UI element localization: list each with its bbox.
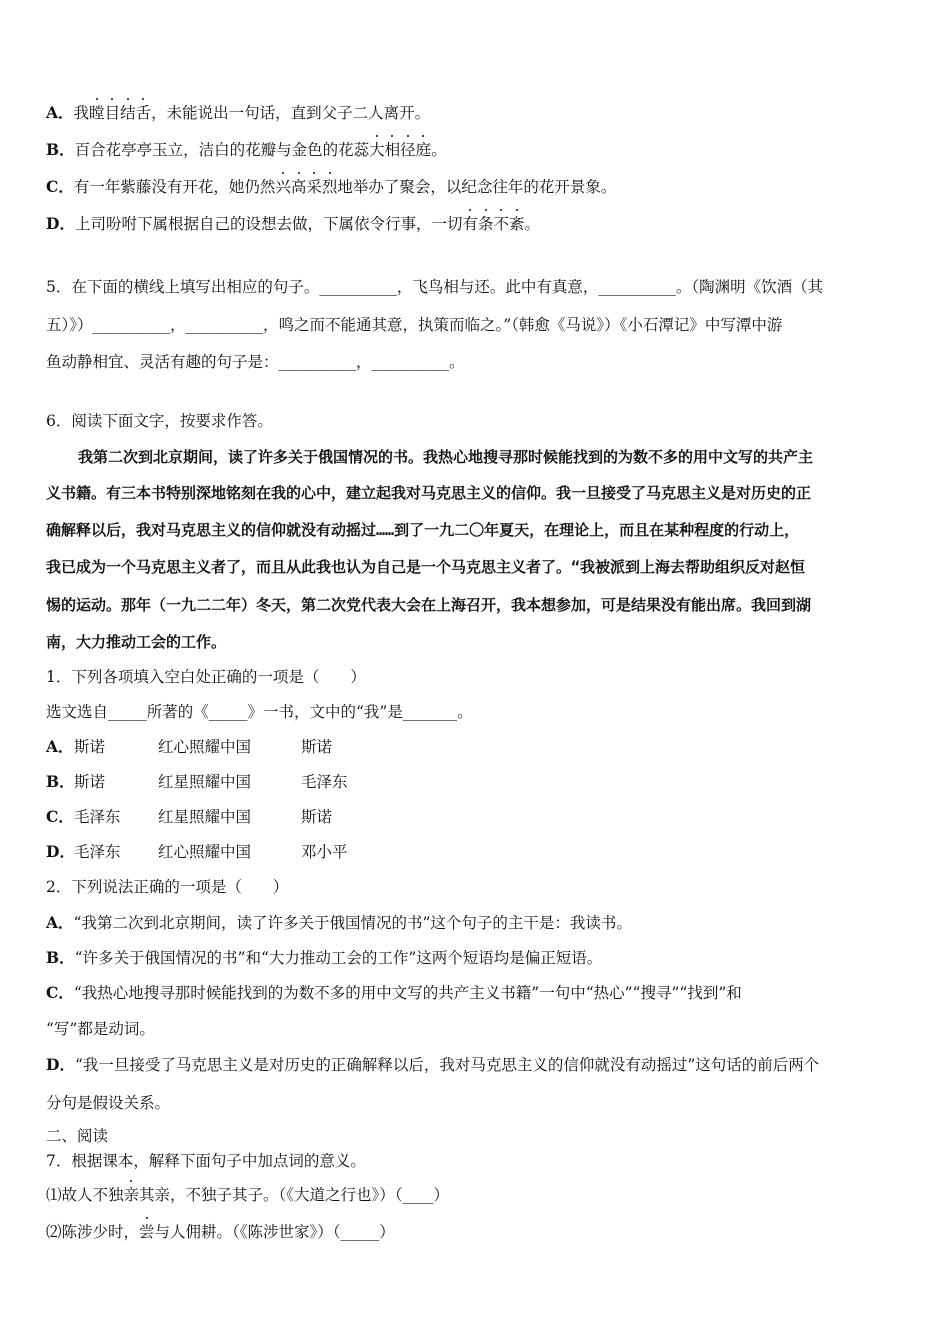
option-key: C． <box>46 177 74 196</box>
dotted-word <box>89 104 151 122</box>
dotted-word <box>275 178 337 196</box>
passage-line: 我已成为一个马克思主义者了，而且从此我也认为自己是一个马克思主义者了。“我被派到上海去帮助组织反对赵恒 <box>46 558 806 576</box>
sub1-fill: 选文选自_____所著的《_____》一书，文中的“我”是_______。 <box>46 703 473 721</box>
sub1-option-b: B．斯诺 红星照耀中国 毛泽东 <box>46 772 348 791</box>
dotted-word <box>369 141 431 159</box>
passage-line: 南，大力推动工会的工作。 <box>46 633 227 651</box>
sub2-option-c-cont: “写”都是动词。 <box>46 1020 155 1038</box>
sub2-option-d-cont: 分句是假设关系。 <box>46 1094 171 1112</box>
sub2-option-d: D．“我一旦接受了马克思主义是对历史的正确解释以后，我对马克思主义的信仰就没有动摇过”这句话的前后两个 <box>46 1055 820 1074</box>
section-heading: 二、阅读 <box>46 1127 109 1145</box>
q4-option-b: B．百合花亭亭玉立，洁白的花瓣与金色的花蕊大相径庭。 <box>46 140 447 159</box>
q7-title: 7．根据课本，解释下面句子中加点词的意义。 <box>46 1152 366 1170</box>
q5-line-3: 鱼动静相宜、灵活有趣的句子是：__________，__________。 <box>46 353 465 371</box>
dotted-char: 庭 <box>415 141 432 159</box>
option-key: A． <box>46 103 74 122</box>
passage-line: 确解释以后，我对马克思主义的信仰就没有动摇过……到了一九二〇年夏天，在理论上，而且在某种程度的行动上， <box>46 521 800 539</box>
q7-item-1: ⑴故人不独亲其亲，不独子其子。（《大道之行也》）（____） <box>46 1186 450 1204</box>
sub1-stem: 1．下列各项填入空白处正确的一项是（ ） <box>46 668 366 686</box>
sub1-option-c: C．毛泽东 红星照耀中国 斯诺 <box>46 807 333 826</box>
q5-line-2: 五）》）__________，__________，鸣之而不能通其意，执策而临之。”（韩愈《马说》）《小石潭记》中写潭中游 <box>46 316 783 334</box>
dotted-char: 紊 <box>509 215 525 233</box>
sub1-option-d: D．毛泽东 红心照耀中国 邓小平 <box>46 842 348 861</box>
dotted-char: 有 <box>462 215 478 233</box>
q4-option-d: D．上司吩咐下属根据自己的设想去做，下属依令行事，一切有条不紊。 <box>46 214 541 233</box>
passage-line: 我第二次到北京期间，读了许多关于俄国情况的书。我热心地搜寻那时候能找到的为数不多的用中文写的共产主 <box>78 448 814 466</box>
dotted-char: 兴 <box>275 178 291 196</box>
dotted-word: 亲 <box>123 1186 140 1204</box>
dotted-char: 瞠 <box>89 104 105 122</box>
dotted-char: 结 <box>120 104 136 122</box>
dotted-char: 烈 <box>321 178 338 196</box>
passage-line: 惕的运动。那年（一九二二年）冬天，第二次党代表大会在上海召开，我本想参加，可是结果没有能出席。我回到湖 <box>46 596 812 614</box>
passage-line: 义书籍。有三本书特别深地铭刻在我的心中，建立起我对马克思主义的信仰。我一旦接受了马克思主义是对历史的正 <box>46 484 812 502</box>
q7-item-2: ⑵陈涉少时，尝与人佣耕。（《陈涉世家》）（_____） <box>46 1223 395 1241</box>
q4-option-a: A．我瞠目结舌，未能说出一句话，直到父子二人离开。 <box>46 103 431 122</box>
dotted-char: 径 <box>400 141 416 159</box>
dotted-char: 条 <box>477 215 494 233</box>
dotted-word <box>462 215 524 233</box>
dotted-char: 相 <box>384 141 401 159</box>
dotted-char: 采 <box>306 178 322 196</box>
sub2-option-a: A．“我第二次到北京期间，读了许多关于俄国情况的书”这个句子的主干是：我读书。 <box>46 913 632 932</box>
dotted-char: 高 <box>290 178 307 196</box>
option-key: B． <box>46 140 75 159</box>
dotted-char: 大 <box>369 141 385 159</box>
q5-line-1: 5．在下面的横线上填写出相应的句子。__________，飞鸟相与还。此中有真意，__________。（陶渊明《饮酒（其 <box>46 278 824 296</box>
dotted-word: 尝 <box>139 1223 155 1241</box>
sub1-option-a: A．斯诺 红心照耀中国 斯诺 <box>46 737 333 756</box>
q6-title: 6．阅读下面文字，按要求作答。 <box>46 412 273 430</box>
option-key: D． <box>46 214 75 233</box>
sub2-option-b: B．“许多关于俄国情况的书”和“大力推动工会的工作”这两个短语均是偏正短语。 <box>46 948 603 967</box>
dotted-char: 舌 <box>135 104 152 122</box>
q4-option-c: C．有一年紫藤没有开花，她仍然兴高采烈地举办了聚会，以纪念往年的花开景象。 <box>46 177 617 196</box>
sub2-option-c: C．“我热心地搜寻那时候能找到的为数不多的用中文写的共产主义书籍”一句中“热心”“搜寻”“找到”和 <box>46 983 742 1002</box>
sub2-stem: 2．下列说法正确的一项是（ ） <box>46 878 289 896</box>
dotted-char: 不 <box>493 215 510 233</box>
dotted-char: 目 <box>104 104 121 122</box>
